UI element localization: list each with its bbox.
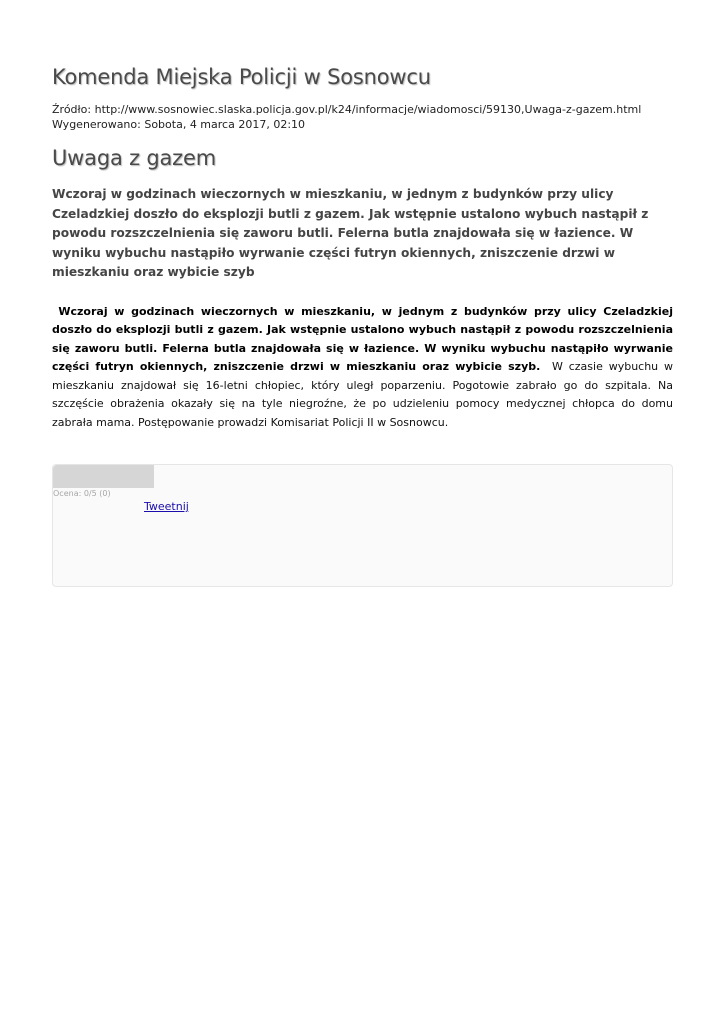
generated-value: Sobota, 4 marca 2017, 02:10 [144,117,306,131]
article-body-strong: Wczoraj w godzinach wieczornych w mieszkaniu, w jednym z budynków przy ulicy Czeladzkiej doszło do eksplozji butli z gazem. Jak wstępnie ustalono wybuch nastąpił z powodu rozszczelnienia się zaworu butli. Felerna butla znajdowała się w łazience. W wyniku wybuchu nastąpiło wyrwanie części futryn okiennych, zniszczenie drzwi w mieszkaniu oraz wybicie szyb. [52,304,673,373]
generated-row [52,118,673,133]
article-body-regular: W czasie wybuchu w mieszkaniu znajdował się 16-letni chłopiec, który uległ poparzeniu. Pogotowie zabrało go do szpitala. Na szczęście obrażenia okazały się na tyle niegroźne, że po udzieleniu pomocy medycznej chłopca do domu zabrała mama. Postępowanie prowadzi Komisariat Policji II w Sosnowcu. [52,360,673,429]
page [52,62,673,587]
rating-stars-bar[interactable] [53,465,154,488]
article-body [52,303,673,433]
article-title: Uwaga z gazem [52,146,216,170]
source-url: http://www.sosnowiec.slaska.policja.gov.pl/k24/informacje/wiadomosci/59130,Uwaga-z-gazem.html [94,103,642,116]
tweet-link[interactable]: Tweetnij [144,500,189,513]
page-meta [52,103,673,132]
source-label: Źródło: [52,103,92,116]
rating-panel [52,464,673,587]
article-lead: Wczoraj w godzinach wieczornych w mieszkaniu, w jednym z budynków przy ulicy Czeladzkiej doszło do eksplozji butli z gazem. Jak wstępnie ustalono wybuch nastąpił z powodu rozszczelnienia się zaworu butli. Felerna butla znajdowała się w łazience. W wyniku wybuchu nastąpiło wyrwanie części futryn okiennych, zniszczenie drzwi w mieszkaniu oraz wybicie szyb [52,187,649,279]
site-title: Komenda Miejska Policji w Sosnowcu [52,65,431,89]
generated-label: Wygenerowano: [52,117,141,131]
rating-label: Ocena: 0/5 (0) [53,489,111,498]
source-row [52,103,673,118]
